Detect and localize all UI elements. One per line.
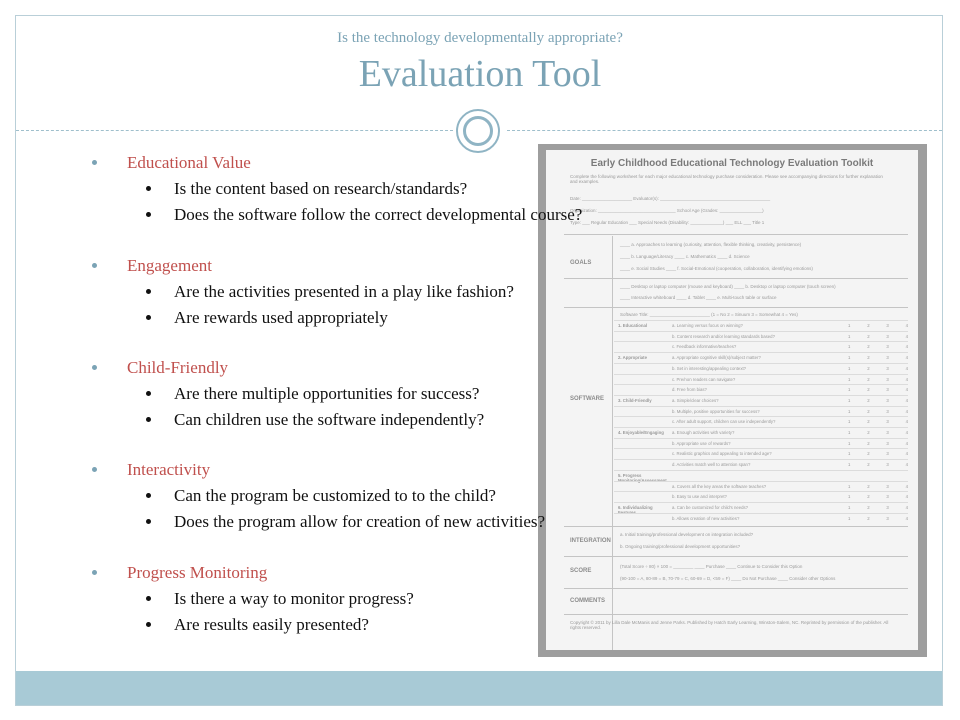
- criteria-question: d. Activities match well to attention span?: [672, 462, 751, 468]
- software-title-line: Software Title: ________________________ (1 = No 2 = Sinuum 3 = Somewhat 4 = Yes): [620, 312, 798, 317]
- rating-number: 2: [867, 355, 870, 361]
- bullet-dot-icon: [146, 212, 151, 217]
- rating-number: 2: [867, 430, 870, 435]
- bullet-dot-icon: [146, 519, 151, 524]
- rating-number: 1: [848, 397, 851, 403]
- rating-number: 4: [905, 515, 908, 521]
- criteria-question: b. Set in interesting/appealing context?: [672, 365, 747, 371]
- bullet-content: Educational Value Is the content based on research/standards? Does the software follow the correct developmental course? Engagement Are the activities presented in a play like fashion? Are rewards used appropriately Child-Friendly Are there multiple opportunities for success? Can children use the software independently? Interactivity Can the program be customized to to the child? Does the program allow for creation of new activities? Progress Monitoring Is there a way to monitor progress? Are results easily presented?: [0, 0, 960, 720]
- rating-number: 4: [905, 494, 908, 500]
- rating-number: 4: [905, 462, 908, 468]
- criteria-question: b. Content research and/or learning standards based?: [672, 333, 775, 339]
- rating-number: 4: [905, 365, 908, 371]
- rating-number: 3: [886, 462, 889, 468]
- section-label-score: SCORE: [570, 568, 592, 574]
- goal-line: ____ Interactive whiteboard ____ d. Tablet ____ e. Multi-touch table or surface: [620, 295, 777, 300]
- rating-number: 3: [886, 494, 889, 500]
- goal-line: ____ b. Language/Literacy ____ c. Mathematics ____ d. Science: [620, 254, 750, 259]
- rating-number: 3: [886, 355, 889, 361]
- rating-number: 2: [867, 515, 870, 521]
- bullet-dot-icon: [146, 186, 151, 191]
- rating-number: 2: [867, 451, 870, 457]
- rating-number: 3: [886, 483, 889, 489]
- rating-number: 1: [848, 376, 851, 382]
- slide-subtitle: Is the technology developmentally appropriate?: [337, 30, 623, 46]
- rating-number: 3: [886, 376, 889, 382]
- rating-number: 3: [886, 430, 889, 435]
- rating-number: 4: [905, 355, 908, 361]
- rating-number: 1: [848, 365, 851, 371]
- criteria-question: a. Covers all the key areas the software teaches?: [672, 483, 767, 489]
- rating-number: 2: [867, 462, 870, 468]
- criteria-question: a. Appropriate cognitive skill(s)/subject matter?: [672, 355, 761, 361]
- rating-number: 1: [848, 483, 851, 489]
- rating-number: 4: [905, 451, 908, 457]
- bullet-dot-icon: [92, 365, 97, 370]
- criteria-label: 4. Enjoyable/Engaging: [618, 430, 664, 435]
- criteria-question: a. Simple/clear choices?: [672, 397, 719, 403]
- rating-number: 2: [867, 397, 870, 403]
- criteria-question: c. Pre/non readers can navigate?: [672, 376, 736, 382]
- rating-number: 3: [886, 440, 889, 446]
- rating-number: 3: [886, 387, 889, 393]
- rating-number: 4: [905, 408, 908, 414]
- integration-line: b. Ongoing training/professional development opportunities?: [620, 544, 741, 549]
- rating-number: 3: [886, 333, 889, 339]
- rating-number: 1: [848, 515, 851, 521]
- bullet-dot-icon: [92, 160, 97, 165]
- section-label-comments: COMMENTS: [570, 598, 605, 604]
- rating-number: 1: [848, 355, 851, 361]
- bullet-dot-icon: [146, 391, 151, 396]
- rating-number: 4: [905, 323, 908, 328]
- goal-line: ____ e. Social Studies ____ f. Social-Emotional (cooperation, collaboration, identifying emotions): [620, 266, 813, 271]
- rating-number: 2: [867, 504, 870, 510]
- rating-number: 2: [867, 333, 870, 339]
- slide-title: Evaluation Tool: [358, 53, 602, 95]
- rating-number: 1: [848, 451, 851, 457]
- criteria-question: c. Feedback informative/teaches?: [672, 344, 737, 350]
- bullet-dot-icon: [92, 467, 97, 472]
- rating-number: 3: [886, 515, 889, 521]
- rating-number: 2: [867, 323, 870, 328]
- bullet-dot-icon: [146, 493, 151, 498]
- rating-number: 4: [905, 504, 908, 510]
- rating-number: 3: [886, 408, 889, 414]
- rating-number: 1: [848, 494, 851, 500]
- rating-number: 4: [905, 344, 908, 350]
- toolkit-footer: Copyright © 2011 by Lilla Dale McManis and Jenne Parks. Published by Hatch Early Learning, Winston-Salem, NC. Reprinted by permission of the publisher. All rights reserved.: [570, 620, 889, 630]
- criteria-question: c. Realistic graphics and appealing to intended age?: [672, 451, 772, 457]
- toolkit-title: Early Childhood Educational Technology Evaluation Toolkit: [590, 158, 874, 169]
- rating-number: 2: [867, 376, 870, 382]
- bullet-dot-icon: [92, 570, 97, 575]
- rating-number: 2: [867, 344, 870, 350]
- criteria-question: b. Allows creation of new activities?: [672, 515, 740, 521]
- bullet-dot-icon: [92, 263, 97, 268]
- rating-number: 2: [867, 408, 870, 414]
- rating-number: 3: [886, 344, 889, 350]
- rating-number: 4: [905, 333, 908, 339]
- rating-number: 1: [848, 387, 851, 393]
- bullet-dot-icon: [146, 622, 151, 627]
- score-line: (Total Score ÷ 80) × 100 = ________ ____ Purchase ____ Continue to Consider this Option: [620, 564, 803, 569]
- section-label-software: SOFTWARE: [570, 396, 604, 402]
- rating-number: 1: [848, 323, 851, 328]
- score-line: (90-100 = A, 80-89 = B, 70-79 = C, 60-69 = D, <59 = F) ____ Do Not Purchase ____ Consider other Options: [620, 576, 836, 581]
- integration-line: a. Initial training/professional development on integration included?: [620, 532, 754, 537]
- rating-number: 1: [848, 462, 851, 468]
- rating-number: 3: [886, 419, 889, 425]
- rating-number: 3: [886, 504, 889, 510]
- rating-number: 4: [905, 419, 908, 425]
- rating-number: 1: [848, 430, 851, 435]
- criteria-label: 6. Individualizing Features: [618, 504, 653, 515]
- criteria-question: b. Multiple, positive opportunities for success?: [672, 408, 760, 414]
- rating-number: 4: [905, 387, 908, 393]
- rating-number: 2: [867, 387, 870, 393]
- rating-number: 2: [867, 494, 870, 500]
- section-label-integration: INTEGRATION: [570, 538, 611, 544]
- rating-number: 2: [867, 483, 870, 489]
- rating-number: 4: [905, 440, 908, 446]
- rating-number: 2: [867, 419, 870, 425]
- rating-number: 1: [848, 419, 851, 425]
- toolkit-field: Organization: _______________________________ School Age (Grades: _________________): [570, 208, 764, 213]
- bullet-dot-icon: [146, 596, 151, 601]
- rating-number: 4: [905, 430, 908, 435]
- criteria-question: a. Enough activities with variety?: [672, 430, 735, 435]
- section-label-goals: GOALS: [570, 260, 592, 266]
- goal-line: ____ Desktop or laptop computer (mouse and keyboard) ____ b. Desktop or laptop computer (touch screen): [620, 284, 836, 289]
- criteria-question: c. After adult support, children can use independently?: [672, 419, 776, 425]
- rating-number: 4: [905, 483, 908, 489]
- rating-number: 1: [848, 408, 851, 414]
- rating-number: 3: [886, 365, 889, 371]
- criteria-label: 3. Child-Friendly: [618, 397, 652, 403]
- rating-number: 1: [848, 333, 851, 339]
- rating-number: 1: [848, 440, 851, 446]
- rating-number: 1: [848, 344, 851, 350]
- bullet-dot-icon: [146, 417, 151, 422]
- rating-number: 3: [886, 451, 889, 457]
- rating-number: 1: [848, 504, 851, 510]
- toolkit-field: Date: ____________________ Evaluator(s): ____________________________________________: [570, 196, 771, 201]
- criteria-question: b. Appropriate use of rewards?: [672, 440, 731, 446]
- criteria-question: d. Free from bias?: [672, 387, 707, 393]
- criteria-question: a. Learning versus focus on winning?: [672, 323, 743, 328]
- criteria-label: 2. Appropriate: [618, 355, 647, 361]
- criteria-question: a. Can be customized for child's needs?: [672, 504, 749, 510]
- rating-number: 3: [886, 397, 889, 403]
- rating-number: 3: [886, 323, 889, 328]
- criteria-question: b. Easy to use and interpret?: [672, 494, 727, 500]
- toolkit-field: Type: ___ Regular Education ___ Special Needs (Disability: _____________) ___ ELL ___ Title 1: [570, 220, 765, 225]
- rating-number: 4: [905, 397, 908, 403]
- goal-line: ____ a. Approaches to learning (curiosity, attention, flexible thinking, creativity, persistence): [620, 242, 802, 247]
- bullet-dot-icon: [146, 289, 151, 294]
- rating-number: 2: [867, 365, 870, 371]
- bullet-dot-icon: [146, 315, 151, 320]
- criteria-label: 5. Progress Monitoring/Assessment: [618, 472, 667, 483]
- toolkit-intro: Complete the following worksheet for each major educational technology purchase consideration. Please see accompanying directions for further explanation and examples.: [570, 174, 883, 184]
- footer-bar: [16, 671, 942, 705]
- rating-number: 4: [905, 376, 908, 382]
- criteria-label: 1. Educational: [618, 323, 648, 328]
- rating-number: 2: [867, 440, 870, 446]
